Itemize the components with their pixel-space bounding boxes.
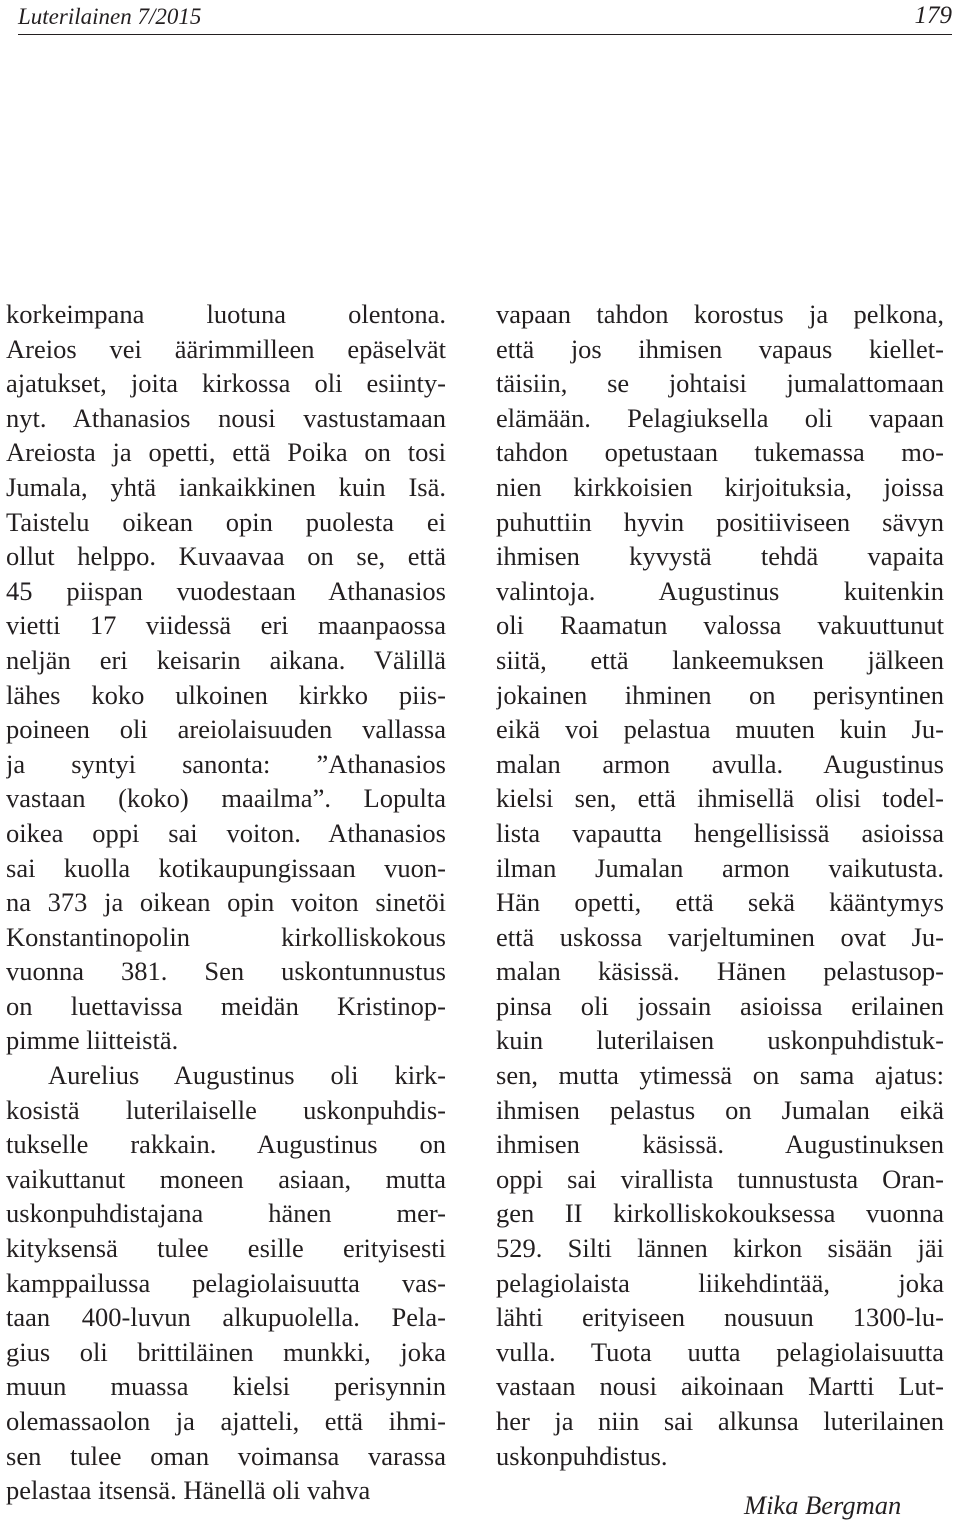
text-line: gen II kirkolliskokouksessa vuonna bbox=[496, 1198, 944, 1229]
text-line: poineen oli areiolaisuuden vallassa bbox=[6, 714, 446, 745]
text-line: kityksensä tulee esille erityisesti bbox=[6, 1233, 446, 1264]
text-line: Hän opetti, että sekä kääntymys bbox=[496, 887, 944, 918]
text-line: her ja niin sai alkunsa luterilainen bbox=[496, 1406, 944, 1436]
page-number: 179 bbox=[914, 2, 952, 29]
text-line: Aurelius Augustinus oli kirk- bbox=[48, 1060, 446, 1091]
text-line: malan armon avulla. Augustinus bbox=[496, 748, 944, 779]
text-line: 45 piispan vuodestaan Athanasios bbox=[6, 575, 446, 606]
text-line: sen, mutta ytimessä on sama ajatus: bbox=[496, 1060, 944, 1091]
text-line: pimme liitteistä. bbox=[6, 1025, 179, 1056]
text-line: 529. Silti lännen kirkon sisään jäi bbox=[496, 1233, 944, 1264]
text-line: Konstantinopolin kirkolliskokous bbox=[6, 921, 446, 952]
text-line: sen tulee oman voimansa varassa bbox=[6, 1440, 446, 1471]
text-line: olemassaolon ja ajatteli, että ihmi- bbox=[6, 1406, 446, 1436]
text-line: korkeimpana luotuna olentona. bbox=[6, 299, 446, 329]
text-line: kamppailussa pelagiolaisuutta vas- bbox=[6, 1267, 446, 1298]
author-signature: Mika Bergman bbox=[744, 1490, 902, 1520]
text-line: vastaan nousi aikoinaan Martti Lut- bbox=[496, 1371, 944, 1402]
text-line: sai kuolla kotikaupungissaan vuon- bbox=[6, 852, 446, 883]
text-line: pinsa oli jossain asioissa erilainen bbox=[496, 990, 944, 1021]
text-line: että jos ihmisen vapaus kiellet- bbox=[496, 333, 944, 364]
page-header bbox=[18, 0, 952, 35]
text-line: vastaan (koko) maailma”. Lopulta bbox=[6, 783, 446, 814]
text-line: Areiosta ja opetti, että Poika on tosi bbox=[6, 437, 446, 468]
text-line: na 373 ja oikean opin voiton sinetöi bbox=[6, 887, 446, 918]
text-line: jokainen ihminen on perisyntinen bbox=[496, 679, 944, 710]
text-line: vulla. Tuota uutta pelagiolaisuutta bbox=[496, 1336, 944, 1367]
text-line: pelastaa itsensä. Hänellä oli vahva bbox=[6, 1475, 371, 1506]
text-line: muun muassa kielsi perisynnin bbox=[6, 1371, 446, 1402]
text-line: neljän eri keisarin aikana. Välillä bbox=[6, 644, 446, 675]
text-line: taan 400-luvun alkupuolella. Pela- bbox=[6, 1302, 446, 1333]
text-line: lähes koko ulkoinen kirkko piis- bbox=[6, 679, 446, 710]
text-line: vuonna 381. Sen uskontunnustus bbox=[6, 956, 446, 987]
text-line: Jumala, yhtä iankaikkinen kuin Isä. bbox=[6, 471, 446, 502]
text-line: ajatukset, joita kirkossa oli esiinty- bbox=[6, 368, 446, 399]
text-line: Areios vei äärimmilleen epäselvät bbox=[6, 333, 446, 364]
text-line: gius oli brittiläinen munkki, joka bbox=[6, 1336, 446, 1367]
text-line: valintoja. Augustinus kuitenkin bbox=[496, 575, 944, 606]
text-line: Taistelu oikean opin puolesta ei bbox=[6, 506, 446, 537]
text-line: lista vapautta hengellisissä asioissa bbox=[496, 817, 944, 848]
text-line: nien kirkkoisien kirjoituksia, joissa bbox=[496, 471, 944, 502]
right-column bbox=[496, 297, 944, 1473]
text-line: tukselle rakkain. Augustinus on bbox=[6, 1129, 446, 1160]
text-line: uskonpuhdistajana hänen mer- bbox=[6, 1198, 446, 1229]
text-line: lähti erityiseen nousuun 1300-lu- bbox=[496, 1302, 944, 1333]
text-line: pelagiolaista liikehdintää, joka bbox=[496, 1267, 944, 1298]
text-line: ollut helppo. Kuvaavaa on se, että bbox=[6, 541, 446, 572]
text-line: malan käsissä. Hänen pelastusop- bbox=[496, 956, 944, 987]
text-line: siitä, että lankeemuksen jälkeen bbox=[496, 644, 944, 675]
publication-title: Luterilainen 7/2015 bbox=[18, 4, 202, 29]
text-line: että uskossa varjeltuminen ovat Ju- bbox=[496, 921, 944, 952]
text-line: ja syntyi sanonta: ”Athanasios bbox=[6, 748, 446, 779]
text-line: oli Raamatun valossa vakuuttunut bbox=[496, 610, 944, 641]
text-line: ihmisen käsissä. Augustinuksen bbox=[496, 1129, 944, 1160]
text-line: elämään. Pelagiuksella oli vapaan bbox=[496, 402, 944, 433]
text-line: ilman Jumalan armon vaikutusta. bbox=[496, 852, 944, 883]
text-line: puhuttiin hyvin positiiviseen sävyn bbox=[496, 506, 944, 537]
text-line: vietti 17 viidessä eri maanpaossa bbox=[6, 610, 446, 641]
text-line: on luettavissa meidän Kristinop- bbox=[6, 990, 446, 1021]
text-line: oikea oppi sai voiton. Athanasios bbox=[6, 817, 446, 848]
text-line: kielsi sen, että ihmisellä olisi todel- bbox=[496, 783, 944, 814]
text-line: uskonpuhdistus. bbox=[496, 1440, 668, 1471]
text-line: täisiin, se johtaisi jumalattomaan bbox=[496, 368, 944, 399]
text-line: vapaan tahdon korostus ja pelkona, bbox=[496, 299, 944, 329]
text-line: nyt. Athanasios nousi vastustamaan bbox=[6, 402, 446, 433]
text-line: eikä voi pelastua muuten kuin Ju- bbox=[496, 714, 944, 745]
left-column bbox=[6, 297, 446, 1508]
text-line: ihmisen pelastus on Jumalan eikä bbox=[496, 1094, 944, 1125]
text-line: ihmisen kyvystä tehdä vapaita bbox=[496, 541, 944, 572]
text-line: vaikuttanut moneen asiaan, mutta bbox=[6, 1163, 446, 1194]
text-line: tahdon opetustaan tukemassa mo- bbox=[496, 437, 944, 468]
text-line: kuin luterilaisen uskonpuhdistuk- bbox=[496, 1025, 944, 1056]
text-line: oppi sai virallista tunnustusta Oran- bbox=[496, 1163, 944, 1194]
text-line: kosistä luterilaiselle uskonpuhdis- bbox=[6, 1094, 446, 1125]
